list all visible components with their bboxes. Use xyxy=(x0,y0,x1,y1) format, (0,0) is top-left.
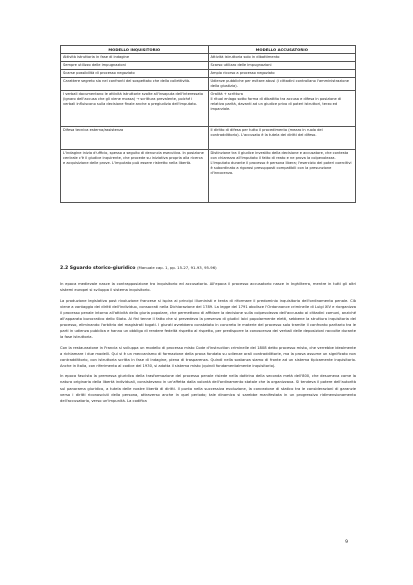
table-cell: L'indagine inizia d'ufficio, spesso a seguito di denuncia esecutiva. In posizione centrale c'è il giudice inquirente, che procede su iniziativa propria alla ricerca e acquisizione delle prove. L'imputato può essere ristretto nella libertà. xyxy=(61,150,209,203)
paragraph: In epoca medievale nasce la contrapposizione tra inquisitorio ed accusatorio. All'epoca il processo accusatorio nasce in Inghilterra, mentre in tutti gli altri sistemi europei si sviluppa il sistema inquisitorio. xyxy=(60,282,356,293)
section-reference: (Manuale cap. 1, pp. 15-27, 91-93, 95-96) xyxy=(137,265,217,270)
table-header-accusatorio: MODELLO ACCUSATORIO xyxy=(208,46,356,54)
table-cell: Sempre utilizzo delle impugnazioni xyxy=(61,62,209,70)
table-row xyxy=(61,91,356,127)
table-cell: I verbali documentano le attività istruttorie svolte all'insaputa dell'interessato (ignaro dell'accusa che gli viene mossa) → scrittura prevalente, poiché i verbali influiscono sulla decisione finale anche a pregiudizio dell'imputato. xyxy=(61,91,209,127)
table-cell: Scarso utilizzo delle impugnazioni xyxy=(208,62,356,70)
table-cell: Scarse possibilità di processo negoziato xyxy=(61,70,209,78)
paragraph: In epoca fascista la premessa giuridica della trasformazione del processo penale risiede nella dottrina della seconda metà dell'800, che desumeva come la natura originaria della libertà individuali, consistevano in un'affetta dalla volontà dell'ordinamento statale che la organizzava. Si tendeva il potere dell'autorità sul panorama giuridico, a tutela delle nostre libertà di diritti. Il punto nella successiva evoluzione, la concezione di statico tra le considerazioni di garanzie verso i diritti riconosciuti della persona, attraverso anche in quel periodo; tale dinamica si sarebbe manifestata in un progressivo ridimensionamento dell'accusatorio, verso un'impunità. La codifica xyxy=(60,374,356,403)
table-row xyxy=(61,62,356,70)
table-cell: Udienze pubbliche per evitare abusi (i cittadini controllano l'amministrazione della giustizia). xyxy=(208,78,356,91)
paragraph: La produzione legislativa post rivoluzione francese si ispira ai principi illuministi e tenta di riformare il predominio inquisitorio dell'ordinamento penale. Ciò viene a vantaggio dei diritti dell'individuo, consacrati nella Dichiarazione del 1789. La legge del 1791 abolisce l'Ordonnance criminelle di Luigi XIV e riorganizza il processo penale intorno all'attività della giuria popolare, che permettono di affidare la decisione sulla colpevolezza dell'accusato ai cittadini comuni, anziché all'apparato burocratico dello Stato. Ai fini tenne il fatto che si prevedeva la presenza di giudici laici popolarmente eletti, sebbene la struttura inquisitoria del processo, eliminando l'arbitrio dei magistrati togati. I giurati avrebbero constatato in concreto le materie del processo solo tramite il confronto paritario tra le parti in udienza pubblica e hanno un obbligo di rendere fedeltà rispetto al rispetto, per predisporre la conoscenza dei verbali delle deposizioni raccolte durante la fase istruttoria. xyxy=(60,298,356,340)
body-text xyxy=(60,281,356,408)
section-heading xyxy=(60,265,360,272)
paragraph: Con la restaurazione in Francia si sviluppa un modello di processo misto Code d'instruction criminelle del 1808 detto processo misto, che verrebbe idealmente a richiamare i due modelli. Qui vi è un meccanismo di formazione della prova fondata su udienze orali contraddittorie, ma la prova assume un significato non contraddittorio, con istruttoria scritta in fase di indagine, piena di trasparenza. Quindi nella sostanza siamo di fronte ad un sistema tipicamente inquisitorio. Anche in Italia, con riferimento al codice del 1930, si adotta il sistema misto (quindi fondamentalmente inquisitorio). xyxy=(60,345,356,368)
table-cell: Carattere segreto sia nei confronti del sospettato che della collettività. xyxy=(61,78,209,91)
comparison-table xyxy=(60,45,356,203)
table-cell: Difesa tecnica esterna/assistenza xyxy=(61,127,209,150)
section-title: 2.2 Sguardo storico-giuridico xyxy=(60,266,136,271)
table-cell: Attività istruttoria in fase di indagine xyxy=(61,54,209,62)
table-header-row xyxy=(61,46,356,54)
table-row xyxy=(61,70,356,78)
table-cell: Distinzione tra il giudice investito della decisione e accusatore, che contesta con chiarezza all'imputato il fatto di reato e ne prova la colpevolezza. L'imputato durante il processo è persona libera; l'esercizio dei poteri coercitivi è subordinato a rigorosi presupposti compatibili con la presunzione d'innocenza. xyxy=(208,150,356,203)
page-number: 9 xyxy=(345,540,348,545)
table-header-inquisitorio: MODELLO INQUISITORIO xyxy=(61,46,209,54)
table-row xyxy=(61,150,356,203)
table-cell: Attività istruttoria solo in dibattimento xyxy=(208,54,356,62)
table-row xyxy=(61,54,356,62)
table-cell: Ampio ricorso a processo negoziato xyxy=(208,70,356,78)
table-cell: Il diritto di difesa per tutto il procedimento (mezzo in ruolo del contraddittorio). L'accusato è la tutela dei diritti del difeso. xyxy=(208,127,356,150)
table-row xyxy=(61,78,356,91)
table-cell: Oralità + scrittura Il ritual enlago sotto forma di dibattito tra accusa e difesa in posizione di relativa parità, davanti ad un giudice privo di poteri istruttori, terzo ed imparziale. xyxy=(208,91,356,127)
table-row xyxy=(61,127,356,150)
